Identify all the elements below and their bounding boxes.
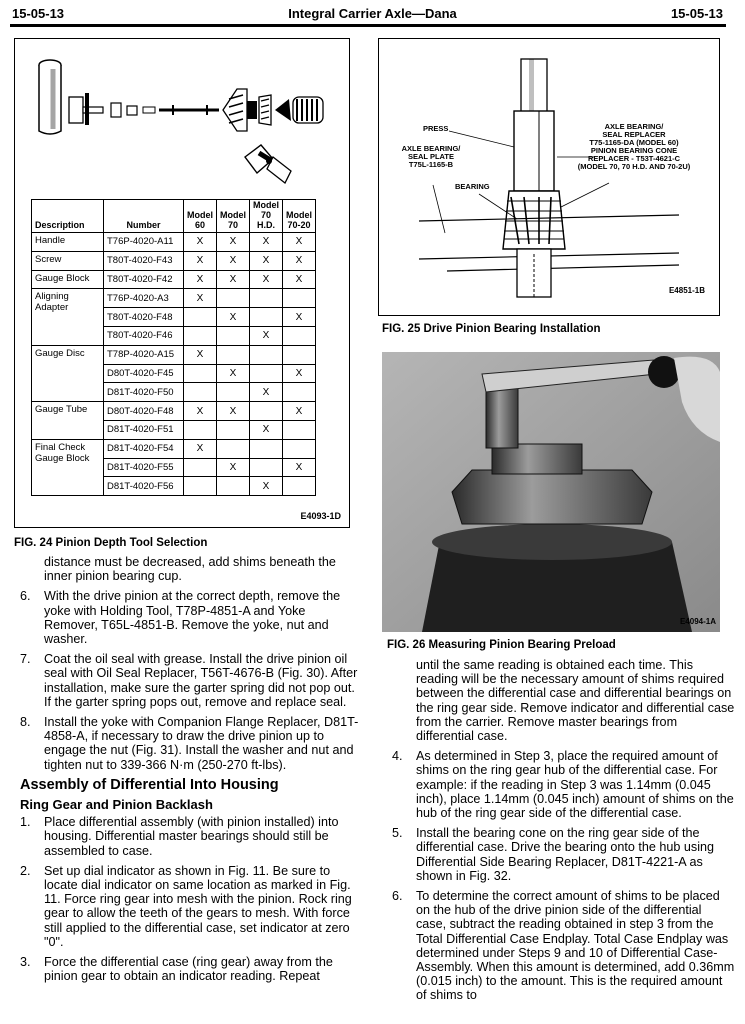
- cell-model-mark: [283, 326, 316, 345]
- fig26-caption: FIG. 26 Measuring Pinion Bearing Preload: [387, 639, 616, 651]
- step-number: 3.: [20, 955, 31, 970]
- cell-model-mark: X: [184, 270, 217, 289]
- cell-model-mark: X: [283, 402, 316, 421]
- cell-model-mark: [217, 345, 250, 364]
- cell-model-mark: X: [283, 233, 316, 252]
- step-text: Install the bearing cone on the ring gear side of the differential case. Drive the bearing onto the hub using Differential Side Bearing Replacer, D81T-4221-A as shown in Fig. 32.: [416, 826, 715, 883]
- cell-number: D81T-4020-F56: [104, 477, 184, 496]
- cell-model-mark: [283, 477, 316, 496]
- cell-model-mark: X: [217, 233, 250, 252]
- fig24-caption: FIG. 24 Pinion Depth Tool Selection: [14, 537, 208, 549]
- fig24-panel: [14, 38, 350, 528]
- cell-description: Gauge Tube: [32, 402, 104, 440]
- handle-drawing: [69, 93, 103, 125]
- step-text: Coat the oil seal with grease. Install the drive pinion oil seal with Oil Seal Replacer, T56T-4676-B (Fig. 30). After installation, make sure the garter spring did not pop out. If the garter spring pops out, remove and replace seal.: [44, 652, 358, 709]
- cell-model-mark: [250, 364, 283, 383]
- pinion-gear-drawing: [223, 89, 271, 131]
- cell-model-mark: [217, 420, 250, 439]
- left-step: [20, 589, 360, 646]
- step-number: 6.: [20, 589, 31, 604]
- cell-model-mark: [283, 439, 316, 458]
- step-text: Force the differential case (ring gear) away from the pinion gear to obtain an indicator reading. Repeat: [44, 955, 333, 984]
- cell-model-mark: [250, 289, 283, 308]
- cell-model-mark: X: [250, 270, 283, 289]
- cell-number: D81T-4020-F51: [104, 420, 184, 439]
- step-number: 6.: [392, 889, 403, 904]
- cell-model-mark: [184, 308, 217, 327]
- col-model-70hd: Model 70 H.D.: [250, 200, 283, 233]
- step-number: 2.: [20, 863, 31, 878]
- step-number: 7.: [20, 652, 31, 667]
- cell-model-mark: [184, 458, 217, 477]
- fig25-caption: FIG. 25 Drive Pinion Bearing Installation: [382, 323, 601, 335]
- tool-selection-table: [31, 199, 316, 496]
- bearing-installation-drawing: [379, 39, 718, 314]
- fig24-code: E4093-1D: [300, 511, 341, 521]
- cell-model-mark: [217, 289, 250, 308]
- table-row: [32, 270, 316, 289]
- cell-model-mark: X: [250, 383, 283, 402]
- step-number: 4.: [392, 749, 403, 764]
- cell-model-mark: [184, 477, 217, 496]
- cell-model-mark: [250, 458, 283, 477]
- cell-number: T78P-4020-A15: [104, 345, 184, 364]
- page-number-right: 15-05-13: [670, 6, 723, 21]
- backlash-step: [20, 864, 360, 949]
- cell-model-mark: [217, 477, 250, 496]
- section-heading: Assembly of Differential Into Housing: [20, 776, 279, 793]
- cell-description: Final Check Gauge Block: [32, 439, 104, 495]
- cell-model-mark: X: [184, 402, 217, 421]
- cell-number: D80T-4020-F45: [104, 364, 184, 383]
- step-text: Set up dial indicator as shown in Fig. 11. Be sure to locate dial indicator on same location as marked in Fig. 11. Force ring gear into mesh with the pinion. Rock ring gear to allow the teeth of the gears to mesh. With force still applied to the differential case, set indicator at zero "0".: [44, 863, 352, 949]
- table-row: [32, 345, 316, 364]
- gauge-block-drawing: [111, 103, 121, 117]
- table-row: [32, 402, 316, 421]
- right-step: [392, 826, 735, 883]
- cell-model-mark: [250, 345, 283, 364]
- cell-model-mark: X: [184, 251, 217, 270]
- step-text: Install the yoke with Companion Flange Replacer, D81T-4858-A, if necessary to draw the drive pinion up to engage the nut (Fig. 31). Install the washer and nut and tighten nut to 339-366 N·m (250-270 ft-lbs).: [44, 715, 359, 772]
- screw-drawing: [159, 105, 219, 115]
- cell-description: Screw: [32, 251, 104, 270]
- backlash-step: [20, 815, 360, 858]
- backlash-step: [20, 955, 360, 983]
- fig26-photo: [382, 352, 720, 632]
- gauge-disc-drawing: [275, 97, 323, 123]
- cell-number: D81T-4020-F55: [104, 458, 184, 477]
- gauge-tube-drawing: [39, 60, 61, 134]
- label-bearing: BEARING: [455, 182, 490, 191]
- cell-model-mark: X: [250, 420, 283, 439]
- step-number: 8.: [20, 715, 31, 730]
- cell-model-mark: X: [184, 233, 217, 252]
- step-text: As determined in Step 3, place the required amount of shims on the ring gear hub of the differential case. For example: if the reading in Step 3 was 1.14mm (0.045 inch), place 1.14mm (0.045 inch) amount of shims on the hub of the ring gear side of the differential case.: [416, 749, 734, 821]
- cell-model-mark: X: [283, 364, 316, 383]
- step-text: To determine the correct amount of shims to be placed on the hub of the drive pinion side of the differential case, subtract the reading obtained in step 3 from the Total Differential Case Endplay. Total Case Endplay was determined under Steps 9 and 10 of Differential Case-Assembly. When this amount is determined, add 0.36mm (0.015 inch) to the amount. This is the required amount of shims to: [416, 889, 735, 1003]
- cell-model-mark: X: [184, 345, 217, 364]
- cell-number: T80T-4020-F46: [104, 326, 184, 345]
- cell-model-mark: [184, 420, 217, 439]
- cell-model-mark: [217, 326, 250, 345]
- cell-model-mark: X: [283, 308, 316, 327]
- page-header: [0, 0, 745, 30]
- fig26-code: E4094-1A: [679, 617, 716, 626]
- cell-model-mark: [283, 383, 316, 402]
- cell-model-mark: [283, 345, 316, 364]
- cell-model-mark: X: [250, 251, 283, 270]
- cell-number: T80T-4020-F42: [104, 270, 184, 289]
- cell-model-mark: X: [217, 270, 250, 289]
- cell-model-mark: [250, 439, 283, 458]
- cell-number: D81T-4020-F50: [104, 383, 184, 402]
- cell-description: Handle: [32, 233, 104, 252]
- right-step: [392, 889, 735, 1003]
- running-title: Integral Carrier Axle—Dana: [288, 6, 457, 21]
- aligning-adapter-drawing: [245, 145, 291, 183]
- cell-model-mark: X: [217, 458, 250, 477]
- cell-description: Gauge Block: [32, 270, 104, 289]
- cell-number: T76P-4020-A3: [104, 289, 184, 308]
- col-model-70: Model 70: [217, 200, 250, 233]
- cell-model-mark: X: [283, 251, 316, 270]
- cell-number: T76P-4020-A11: [104, 233, 184, 252]
- left-step: [20, 652, 360, 709]
- cell-model-mark: [250, 308, 283, 327]
- cell-number: D80T-4020-F48: [104, 402, 184, 421]
- step-number: 1.: [20, 815, 31, 830]
- cell-model-mark: X: [217, 251, 250, 270]
- col-model-60: Model 60: [184, 200, 217, 233]
- cell-description: Gauge Disc: [32, 345, 104, 401]
- label-press: PRESS: [423, 124, 449, 133]
- cell-model-mark: X: [250, 477, 283, 496]
- step-text: With the drive pinion at the correct depth, remove the yoke with Holding Tool, T78P-4851-A and Yoke Remover, T65L-4851-B. Remove the yoke, nut and washer.: [44, 589, 341, 647]
- cell-model-mark: [184, 364, 217, 383]
- cell-model-mark: X: [217, 308, 250, 327]
- right-step: [392, 749, 735, 820]
- subsection-heading: Ring Gear and Pinion Backlash: [20, 797, 213, 813]
- cell-model-mark: [184, 383, 217, 402]
- step-number: 5.: [392, 826, 403, 841]
- col-number: Number: [104, 200, 184, 233]
- right-continued-text: until the same reading is obtained each time. This reading will be the necessary amount of shims required between the differential case and differential bearings on the ring gear side. Remove indicator and differential case from the carrier. Remove master bearings from differential case.: [416, 658, 735, 744]
- cell-model-mark: [184, 326, 217, 345]
- cell-model-mark: [217, 383, 250, 402]
- left-column: [20, 555, 360, 989]
- cell-model-mark: X: [250, 326, 283, 345]
- tool-kit-drawing: [23, 49, 341, 224]
- cell-description: Aligning Adapter: [32, 289, 104, 345]
- cell-model-mark: X: [184, 439, 217, 458]
- cell-model-mark: X: [250, 233, 283, 252]
- table-row: [32, 289, 316, 308]
- fig25-panel: [378, 38, 720, 316]
- cell-model-mark: X: [217, 364, 250, 383]
- right-column: [392, 658, 735, 1009]
- cell-number: T80T-4020-F48: [104, 308, 184, 327]
- left-continued-text: distance must be decreased, add shims beneath the inner pinion bearing cup.: [44, 555, 336, 584]
- page-number-left: 15-05-13: [12, 6, 65, 21]
- cell-model-mark: X: [283, 270, 316, 289]
- col-description: Description: [32, 200, 104, 233]
- table-header-row: [32, 200, 316, 233]
- cell-number: T80T-4020-F43: [104, 251, 184, 270]
- cell-model-mark: X: [217, 402, 250, 421]
- table-row: [32, 251, 316, 270]
- cell-model-mark: [283, 420, 316, 439]
- cell-model-mark: [217, 439, 250, 458]
- step-text: Place differential assembly (with pinion installed) into housing. Differential master bearings should still be assembled to case.: [44, 815, 339, 858]
- col-model-70-20: Model 70-20: [283, 200, 316, 233]
- fig25-code: E4851-1B: [668, 286, 705, 295]
- label-seal-plate: AXLE BEARING/ SEAL PLATE T75L-1165-B: [401, 144, 461, 169]
- table-row: [32, 439, 316, 458]
- left-step: [20, 715, 360, 772]
- cell-model-mark: X: [184, 289, 217, 308]
- preload-measurement-photo: [382, 352, 720, 632]
- header-rule: [10, 24, 726, 27]
- cell-model-mark: [283, 289, 316, 308]
- cell-number: D81T-4020-F54: [104, 439, 184, 458]
- label-replacer: AXLE BEARING/ SEAL REPLACER T75-1165-DA (MODEL 60) PINION BEARING CONE REPLACER - T53T-4621-C (MODEL 70, 70 H.D. AND 70-2U): [577, 122, 691, 171]
- table-row: [32, 233, 316, 252]
- cell-model-mark: [250, 402, 283, 421]
- cell-model-mark: X: [283, 458, 316, 477]
